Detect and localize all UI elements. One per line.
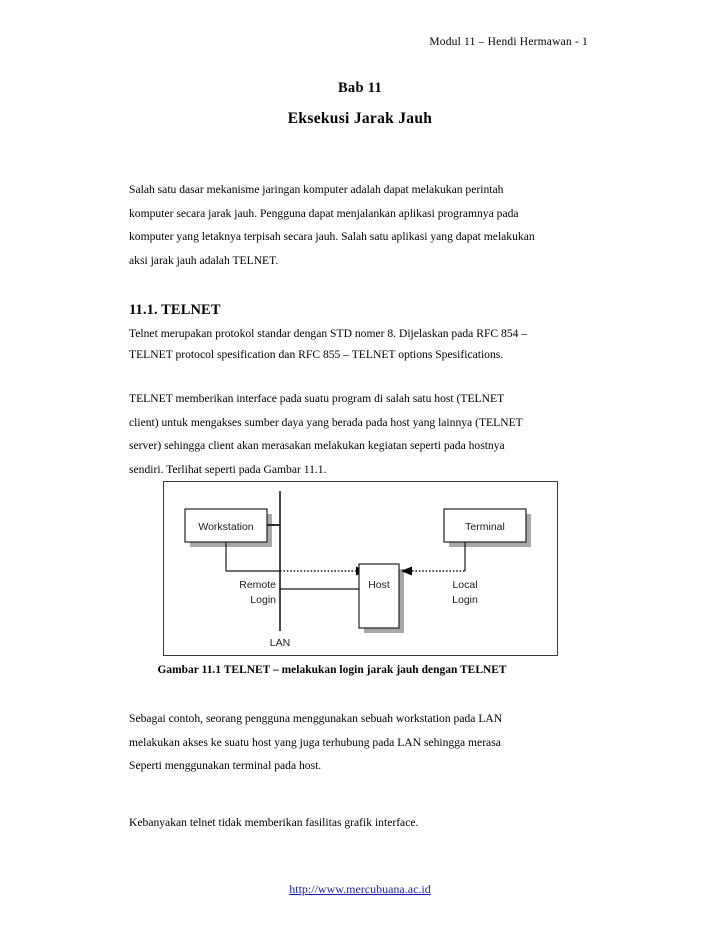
chapter-title: Eksekusi Jarak Jauh [287,110,433,127]
paragraph-gap [129,272,535,302]
paragraph-gap [129,365,535,387]
local-login-label-line1: Local [452,579,478,591]
chapter-number: Bab 11 [337,80,383,96]
footer-url-link[interactable]: http://www.mercubuana.ac.id [289,882,431,896]
host-box [359,564,399,628]
chapter-title-block [0,80,720,128]
figure-caption: Gambar 11.1 TELNET – melakukan login jarak jauh dengan TELNET [157,664,507,676]
paragraph-example: Sebagai contoh, seorang pengguna menggunakan sebuah workstation pada LAN melakukan akses ke suatu host yang juga terhubung pada LAN sehingga merasa Seperti menggunakan terminal pada host. [129,712,503,772]
paragraph-intro: Salah satu dasar mekanisme jaringan komputer adalah dapat melakukan perintah komputer secara jarak jauh. Pengguna dapat menjalankan aplikasi programnya pada komputer yang letaknya terpisah secara jauh. Salah satu aplikasi yang dapat melakukan aksi jarak jauh adalah TELNET. [129,183,535,267]
body-content-upper [129,178,535,481]
section-heading-telnet: 11.1. TELNET [129,302,221,318]
remote-login-label-line2: Login [250,594,276,606]
body-content-closing [129,811,535,835]
figure-canvas [168,485,552,651]
host-label: Host [368,579,390,591]
lan-label: LAN [269,637,291,649]
remote-login-label-line1: Remote [239,579,276,591]
terminal-label: Terminal [465,521,505,533]
telnet-diagram [168,485,552,651]
body-content-lower [129,707,535,778]
paragraph-telnet-interface: TELNET memberikan interface pada suatu program di salah satu host (TELNET client) untuk mengakses sumber daya yang berada pada host yang lainnya (TELNET server) sehingga client akan merasakan melakukan kegiatan seperti pada hostnya sendiri. Terlihat seperti pada Gambar 11.1. [129,392,523,476]
paragraph-closing: Kebanyakan telnet tidak memberikan fasilitas grafik interface. [129,816,419,829]
local-login-label-line2: Login [452,594,478,606]
figure-telnet [163,481,558,656]
running-header: Modul 11 – Hendi Hermawan - 1 [429,36,588,48]
workstation-label: Workstation [198,521,254,533]
paragraph-telnet-standard: Telnet merupakan protokol standar dengan STD nomer 8. Dijelaskan pada RFC 854 – TELNET protocol spesification dan RFC 855 – TELNET options Spesifications. [129,327,528,361]
footer [0,880,720,898]
